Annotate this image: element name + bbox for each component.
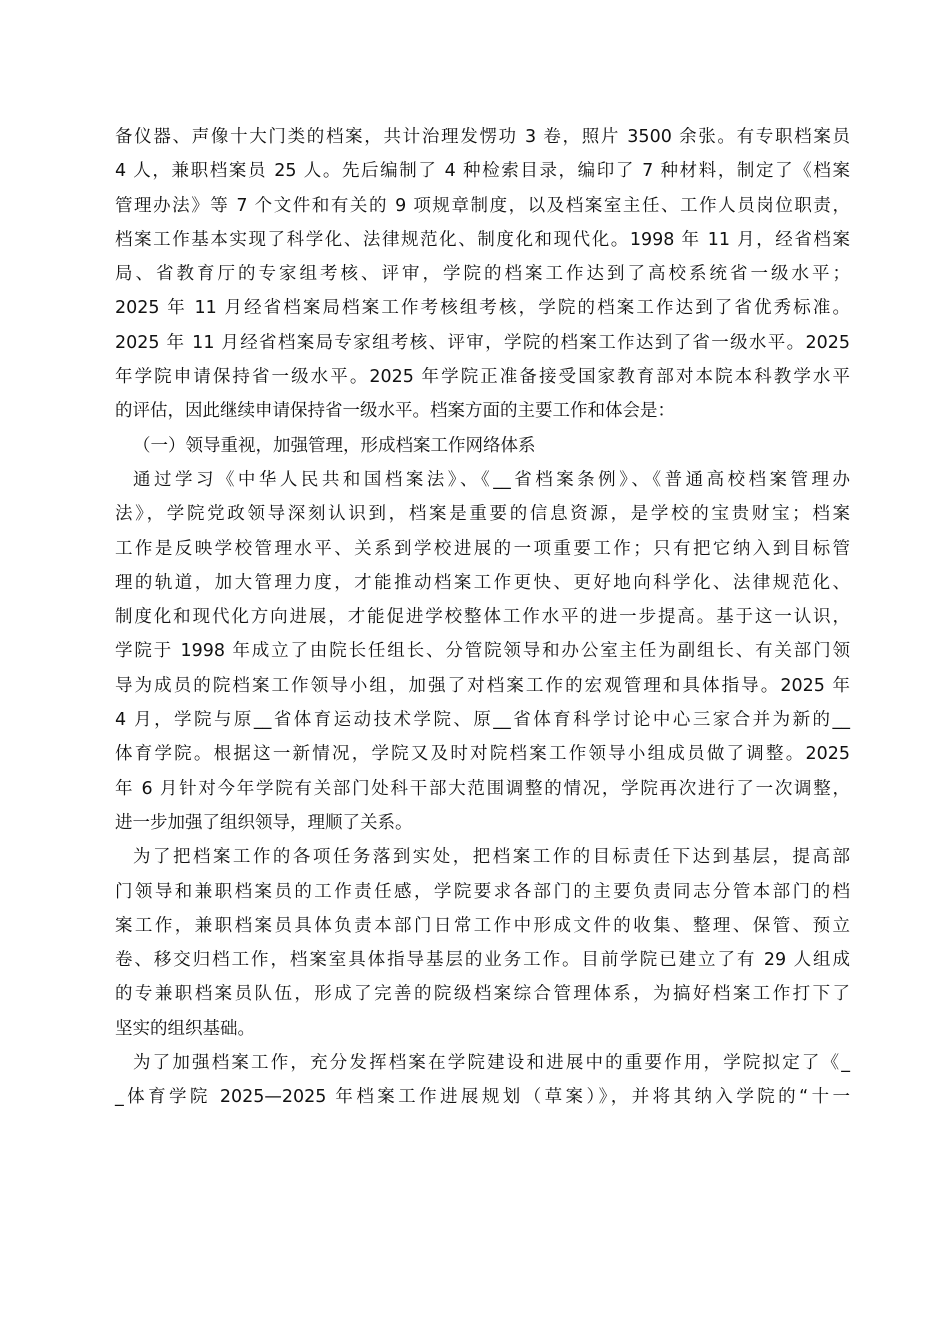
section-heading: （一）领导重视，加强管理，形成档案工作网络体系: [133, 435, 536, 456]
text-line: 通过学习《中华人民共和国档案法》、《__省档案条例》、《普通高校档案管理办: [133, 469, 850, 490]
text-line: 备仪器、声像十大门类的档案，共计治理发愣功 3 卷，照片 3500 余张。有专职档案员: [115, 127, 850, 147]
text-line: 制度化和现代化方向进展，才能促进学校整体工作水平的进一步提高。基于这一认识，: [115, 607, 850, 628]
text-line: 为了把档案工作的各项任务落到实处，把档案工作的目标责任下达到基层，提高部: [133, 847, 850, 868]
text-line: 为了加强档案工作，充分发挥档案在学院建设和进展中的重要作用，学院拟定了《_: [133, 1053, 850, 1074]
text-line: 的专兼职档案员队伍，形成了完善的院级档案综合管理体系，为搞好档案工作打下了: [115, 984, 850, 1005]
text-line: 年学院申请保持省一级水平。2025 年学院正准备接受国家教育部对本院本科教学水平: [115, 367, 850, 388]
text-line: 体育学院。根据这一新情况，学院又及时对院档案工作领导小组成员做了调整。2025: [115, 744, 850, 765]
document-body: [115, 120, 850, 1115]
text-line: _体育学院 2025—2025 年档案工作进展规划（草案）》，并将其纳入学院的“十一: [115, 1087, 850, 1108]
text-line: 卷、移交归档工作，档案室具体指导基层的业务工作。目前学院已建立了有 29 人组成: [115, 950, 850, 971]
text-line: 2025 年 11 月经省档案局专家组考核、评审，学院的档案工作达到了省一级水平。2025: [115, 332, 850, 353]
text-line: 导为成员的院档案工作领导小组，加强了对档案工作的宏观管理和具体指导。2025 年: [115, 675, 850, 696]
text-line: 法》，学院党政领导深刻认识到，档案是重要的信息资源，是学校的宝贵财宝；档案: [115, 504, 850, 525]
text-line: 坚实的组织基础。: [115, 1018, 255, 1039]
text-line: 年 6 月针对今年学院有关部门处科干部大范围调整的情况，学院再次进行了一次调整，: [115, 778, 850, 799]
text-line: 4 月，学院与原__省体育运动技术学院、原__省体育科学讨论中心三家合并为新的__: [115, 710, 850, 731]
text-line: 进一步加强了组织领导，理顺了关系。: [115, 812, 413, 833]
text-line: 档案工作基本实现了科学化、法律规范化、制度化和现代化。1998 年 11 月，经省档案: [115, 229, 850, 250]
text-line: 理的轨道，加大管理力度，才能推动档案工作更快、更好地向科学化、法律规范化、: [115, 572, 850, 593]
text-line: 工作是反映学校管理水平、关系到学校进展的一项重要工作；只有把它纳入到目标管: [115, 538, 850, 559]
text-line: 门领导和兼职档案员的工作责任感，学院要求各部门的主要负责同志分管本部门的档: [115, 881, 850, 902]
text-line: 的评估，因此继续申请保持省一级水平。档案方面的主要工作和体会是：: [115, 401, 675, 422]
text-line: 4 人，兼职档案员 25 人。先后编制了 4 种检索目录，编印了 7 种材料，制定了《档案: [115, 161, 850, 182]
text-line: 学院于 1998 年成立了由院长任组长、分管院领导和办公室主任为副组长、有关部门领: [115, 641, 850, 662]
text-line: 局、省教育厅的专家组考核、评审，学院的档案工作达到了高校系统省一级水平；: [115, 264, 850, 285]
text-line: 2025 年 11 月经省档案局档案工作考核组考核，学院的档案工作达到了省优秀标准。: [115, 298, 850, 319]
text-line: 案工作，兼职档案员具体负责本部门日常工作中形成文件的收集、整理、保管、预立: [115, 915, 850, 936]
text-line: 管理办法》等 7 个文件和有关的 9 项规章制度，以及档案室主任、工作人员岗位职责，: [115, 195, 850, 216]
